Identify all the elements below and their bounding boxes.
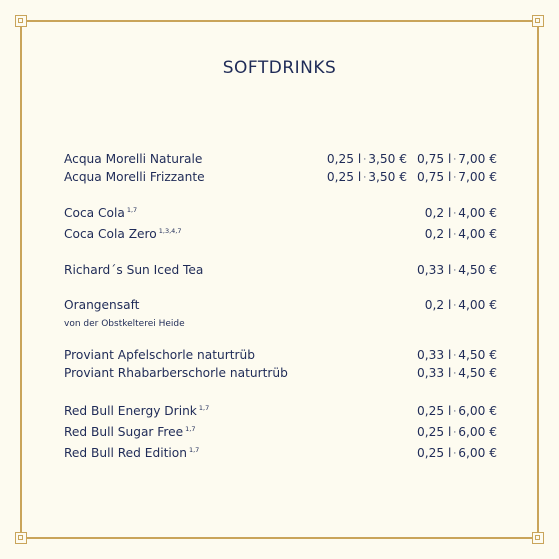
frame-top-border bbox=[27, 20, 532, 22]
menu-item: Red Bull Sugar Free $^{1,7}$ 0,25 l · 6,00 € bbox=[64, 425, 497, 439]
menu-group-schorle bbox=[64, 347, 497, 383]
item-name: Proviant Rhabarberschorle naturtrüb bbox=[64, 366, 288, 380]
item-price: 3,50 € bbox=[368, 170, 407, 184]
allergen-note: 1,3,4,7 bbox=[158, 227, 182, 235]
item-name: Acqua Morelli Naturale bbox=[64, 152, 203, 166]
item-prices: 0,25 l · 3,50 € 0,75 l · 7,00 € bbox=[326, 170, 497, 184]
allergen-note: 1,7 bbox=[188, 446, 200, 454]
allergen-note: 1,7 bbox=[185, 425, 196, 433]
item-name: Red Bull Energy Drink bbox=[64, 404, 197, 418]
corner-ornament-top-left bbox=[15, 15, 27, 27]
item-description: von der Obstkelterei Heide bbox=[64, 319, 185, 329]
item-name: Red Bull Red Edition bbox=[64, 446, 187, 460]
item-size: 0,2 l bbox=[424, 298, 452, 312]
menu-item: Red Bull Red Edition $^{1,7}$ 0,25 l · 6,00 € bbox=[64, 446, 497, 460]
item-size: 0,25 l bbox=[326, 170, 362, 184]
menu-item bbox=[64, 151, 497, 169]
menu-item: Coca Cola $^{1,7}$ 0,2 l · 4,00 € bbox=[64, 206, 497, 220]
menu-item bbox=[64, 169, 497, 187]
item-price: 4,50 € bbox=[458, 263, 497, 277]
page-title: SOFTDRINKS bbox=[222, 58, 337, 78]
item-size: 0,33 l bbox=[416, 263, 452, 277]
menu-item: Proviant Apfelschorle naturtrüb 0,33 l · 4,50 € bbox=[64, 348, 497, 362]
item-size: 0,25 l bbox=[416, 446, 452, 460]
frame-left-border bbox=[20, 27, 22, 532]
corner-ornament-bottom-right bbox=[532, 532, 544, 544]
frame-right-border bbox=[537, 27, 539, 532]
item-price: 6,00 € bbox=[458, 404, 497, 418]
drinks-menu bbox=[64, 151, 497, 463]
item-size: 0,25 l bbox=[416, 404, 452, 418]
menu-group-cola bbox=[64, 202, 497, 244]
item-name: Red Bull Sugar Free bbox=[64, 425, 184, 439]
menu-group-energy bbox=[64, 400, 497, 463]
menu-item: Richard´s Sun Iced Tea 0,33 l · 4,50 € bbox=[64, 263, 497, 277]
item-price: 4,00 € bbox=[458, 298, 497, 312]
item-price: 4,00 € bbox=[458, 206, 497, 220]
item-price: 7,00 € bbox=[458, 152, 497, 166]
corner-ornament-bottom-left bbox=[15, 532, 27, 544]
menu-item: Coca Cola Zero $^{1,3,4,7}$ 0,2 l · 4,00 € bbox=[64, 227, 497, 241]
item-size: 0,33 l bbox=[416, 366, 452, 380]
item-price: 7,00 € bbox=[458, 170, 497, 184]
item-name: Coca Cola bbox=[64, 206, 125, 220]
item-name: Richard´s Sun Iced Tea bbox=[64, 263, 204, 277]
frame-bottom-border bbox=[27, 537, 532, 539]
allergen-note: 1,7 bbox=[198, 404, 210, 412]
item-price: 6,00 € bbox=[458, 446, 497, 460]
item-price: 4,50 € bbox=[458, 366, 497, 380]
item-size: 0,25 l bbox=[416, 425, 452, 439]
allergen-note: 1,7 bbox=[126, 206, 138, 214]
item-price: 6,00 € bbox=[458, 425, 497, 439]
item-size: 0,25 l bbox=[326, 152, 362, 166]
menu-group-water bbox=[64, 151, 497, 187]
item-size: 0,75 l bbox=[416, 170, 452, 184]
menu-item: Red Bull Energy Drink $^{1,7}$ 0,25 l · 6,00 € bbox=[64, 404, 497, 418]
item-size: 0,75 l bbox=[416, 152, 452, 166]
menu-group-iced-tea bbox=[64, 262, 497, 280]
item-name: Coca Cola Zero bbox=[64, 227, 157, 241]
item-name: Acqua Morelli Frizzante bbox=[64, 170, 205, 184]
item-name: Proviant Apfelschorle naturtrüb bbox=[64, 348, 255, 362]
corner-ornament-top-right bbox=[532, 15, 544, 27]
item-price: 4,50 € bbox=[458, 348, 497, 362]
item-name: Orangensaft bbox=[64, 298, 140, 312]
item-prices: 0,25 l · 3,50 € 0,75 l · 7,00 € bbox=[326, 152, 497, 166]
item-size: 0,33 l bbox=[416, 348, 452, 362]
item-size: 0,2 l bbox=[424, 206, 452, 220]
menu-group-juice bbox=[64, 297, 497, 331]
item-price: 4,00 € bbox=[458, 227, 497, 241]
menu-item: Proviant Rhabarberschorle naturtrüb 0,33 l · 4,50 € bbox=[64, 366, 497, 380]
menu-item: Orangensaft 0,2 l · 4,00 € bbox=[64, 298, 497, 312]
item-size: 0,2 l bbox=[424, 227, 452, 241]
item-price: 3,50 € bbox=[368, 152, 407, 166]
